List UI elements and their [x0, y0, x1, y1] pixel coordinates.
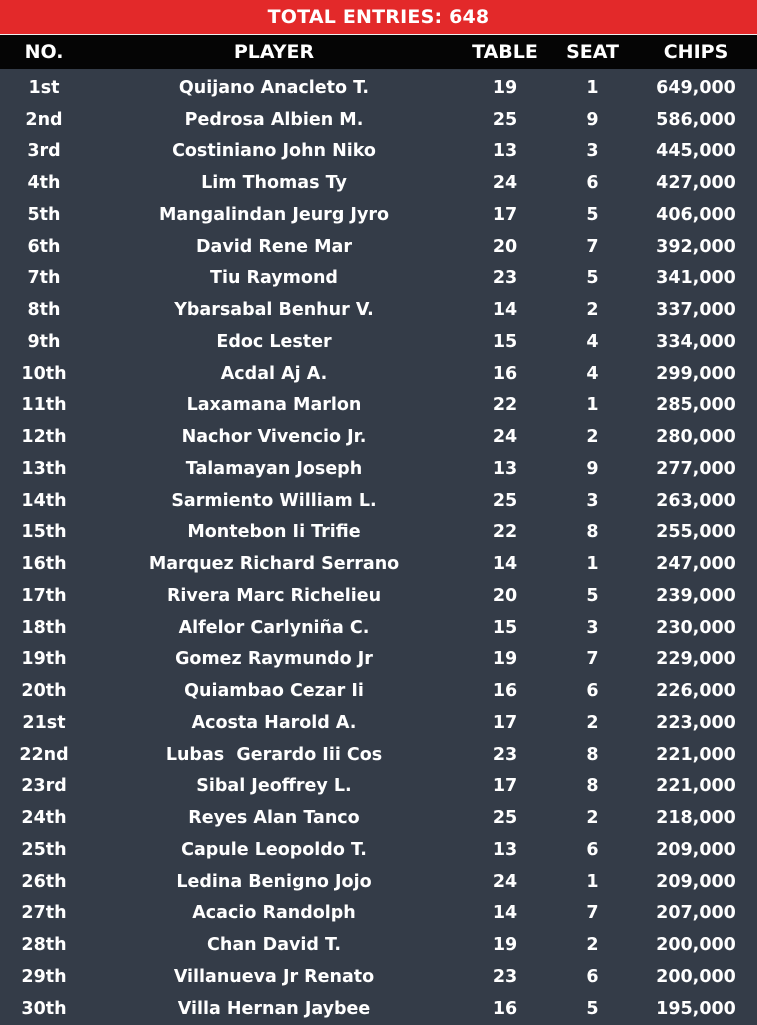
total-entries-banner: [0, 0, 757, 35]
table-row: [0, 199, 757, 231]
seat-number-cell: 7: [586, 649, 599, 670]
player-name-cell: Rivera Marc Richelieu: [166, 585, 382, 606]
rank-cell: 26th: [21, 871, 67, 892]
seat-number-cell: 7: [586, 903, 599, 924]
player-name-cell: Sarmiento William L.: [171, 490, 377, 511]
seat-number-cell: 3: [586, 617, 599, 638]
table-row: [0, 231, 757, 263]
table-number-cell: 17: [492, 712, 518, 733]
table-row: [0, 961, 757, 993]
player-name-cell: Lubas Gerardo Iii Cos: [165, 744, 383, 765]
column-header-table: TABLE: [472, 41, 538, 63]
table-number-cell: 22: [492, 395, 518, 416]
rank-cell: 11th: [21, 395, 67, 416]
seat-number-cell: 4: [586, 363, 599, 384]
table-row: [0, 358, 757, 390]
seat-number-cell: 1: [586, 77, 599, 98]
rank-cell: 27th: [21, 903, 67, 924]
seat-number-cell: 5: [586, 204, 599, 225]
player-name-cell: Alfelor Carlyniña C.: [178, 617, 370, 638]
chip-count-cell: 230,000: [656, 617, 736, 638]
seat-number-cell: 6: [586, 966, 599, 987]
table-row: [0, 548, 757, 580]
rank-cell: 17th: [21, 585, 67, 606]
table-number-cell: 16: [492, 363, 518, 384]
rank-cell: 1st: [28, 77, 60, 98]
player-name-cell: Laxamana Marlon: [186, 395, 362, 416]
player-name-cell: Acacio Randolph: [192, 903, 356, 924]
chip-count-cell: 218,000: [656, 808, 736, 829]
rank-cell: 20th: [21, 681, 67, 702]
table-number-cell: 14: [492, 300, 518, 321]
rank-cell: 19th: [21, 649, 67, 670]
chip-count-cell: 221,000: [656, 744, 736, 765]
rank-cell: 30th: [21, 998, 67, 1019]
chip-count-cell: 392,000: [656, 236, 736, 257]
player-name-cell: Reyes Alan Tanco: [188, 808, 360, 829]
table-row: [0, 866, 757, 898]
seat-number-cell: 1: [586, 871, 599, 892]
table-number-cell: 14: [492, 903, 518, 924]
seat-number-cell: 9: [586, 109, 599, 130]
column-header-no: NO.: [24, 41, 64, 63]
rank-cell: 12th: [21, 427, 67, 448]
table-number-cell: 23: [492, 268, 518, 289]
chip-count-cell: 406,000: [656, 204, 736, 225]
seat-number-cell: 4: [586, 331, 599, 352]
player-name-cell: Villa Hernan Jaybee: [177, 998, 371, 1019]
rank-cell: 15th: [21, 522, 67, 543]
chip-count-cell: 586,000: [656, 109, 736, 130]
table-row: [0, 294, 757, 326]
seat-number-cell: 5: [586, 268, 599, 289]
chip-count-cell: 280,000: [656, 427, 736, 448]
chip-count-cell: 334,000: [656, 331, 736, 352]
table-number-cell: 17: [492, 204, 518, 225]
chip-count-cell: 341,000: [656, 268, 736, 289]
table-number-cell: 20: [492, 236, 518, 257]
seat-number-cell: 3: [586, 141, 599, 162]
player-name-cell: Talamayan Joseph: [185, 458, 363, 479]
chip-count-cell: 221,000: [656, 776, 736, 797]
seat-number-cell: 8: [586, 744, 599, 765]
table-row: [0, 326, 757, 358]
rank-cell: 21st: [22, 712, 66, 733]
table-number-cell: 16: [492, 681, 518, 702]
player-name-cell: Montebon Ii Trifie: [187, 522, 361, 543]
player-name-cell: Acosta Harold A.: [191, 712, 357, 733]
chip-count-cell: 285,000: [656, 395, 736, 416]
chip-count-cell: 226,000: [656, 681, 736, 702]
table-row: [0, 263, 757, 295]
chip-count-cell: 337,000: [656, 300, 736, 321]
chip-count-cell: 263,000: [656, 490, 736, 511]
seat-number-cell: 6: [586, 173, 599, 194]
rank-cell: 4th: [27, 173, 61, 194]
table-number-cell: 23: [492, 966, 518, 987]
seat-number-cell: 9: [586, 458, 599, 479]
player-name-cell: Chan David T.: [207, 935, 341, 956]
chip-count-cell: 239,000: [656, 585, 736, 606]
rank-cell: 10th: [21, 363, 67, 384]
seat-number-cell: 5: [586, 998, 599, 1019]
player-name-cell: Capule Leopoldo T.: [181, 839, 367, 860]
table-row: [0, 390, 757, 422]
table-row: [0, 707, 757, 739]
seat-number-cell: 7: [586, 236, 599, 257]
chip-count-cell: 427,000: [656, 173, 736, 194]
column-header-seat: SEAT: [566, 41, 619, 63]
rank-cell: 18th: [21, 617, 67, 638]
table-row: [0, 802, 757, 834]
rank-cell: 29th: [21, 966, 67, 987]
rank-cell: 8th: [27, 300, 61, 321]
column-header-chips: CHIPS: [663, 41, 729, 63]
table-number-cell: 13: [492, 839, 518, 860]
seat-number-cell: 2: [586, 808, 599, 829]
total-entries-title: TOTAL ENTRIES: 648: [267, 6, 490, 28]
player-name-cell: Sibal Jeoffrey L.: [196, 776, 352, 797]
seat-number-cell: 2: [586, 935, 599, 956]
chip-count-cell: 277,000: [656, 458, 736, 479]
rank-cell: 16th: [21, 554, 67, 575]
player-name-cell: Quijano Anacleto T.: [178, 77, 370, 98]
player-name-cell: Lim Thomas Ty: [201, 173, 347, 194]
table-row: [0, 421, 757, 453]
player-name-cell: Marquez Richard Serrano: [148, 554, 400, 575]
seat-number-cell: 6: [586, 681, 599, 702]
rank-cell: 23rd: [21, 776, 67, 797]
chip-count-cell: 195,000: [656, 998, 736, 1019]
table-number-cell: 22: [492, 522, 518, 543]
table-row: [0, 612, 757, 644]
chip-count-cell: 247,000: [656, 554, 736, 575]
table-number-cell: 14: [492, 554, 518, 575]
table-row: [0, 517, 757, 549]
rank-cell: 6th: [27, 236, 61, 257]
seat-number-cell: 5: [586, 585, 599, 606]
table-row: [0, 929, 757, 961]
table-number-cell: 17: [492, 776, 518, 797]
table-number-cell: 24: [492, 173, 518, 194]
seat-number-cell: 2: [586, 712, 599, 733]
player-name-cell: Costiniano John Niko: [172, 141, 376, 162]
table-row: [0, 644, 757, 676]
table-row: [0, 675, 757, 707]
chip-count-cell: 200,000: [656, 966, 736, 987]
rank-cell: 24th: [21, 808, 67, 829]
table-number-cell: 15: [492, 331, 518, 352]
seat-number-cell: 8: [586, 776, 599, 797]
rank-cell: 5th: [27, 204, 61, 225]
rank-cell: 2nd: [25, 109, 63, 130]
player-name-cell: Pedrosa Albien M.: [184, 109, 364, 130]
table-number-cell: 19: [492, 649, 518, 670]
seat-number-cell: 2: [586, 427, 599, 448]
table-row: [0, 485, 757, 517]
table-number-cell: 24: [492, 871, 518, 892]
table-row: [0, 739, 757, 771]
table-number-cell: 19: [492, 77, 518, 98]
chip-count-cell: 649,000: [656, 77, 736, 98]
table-row: [0, 453, 757, 485]
table-row: [0, 834, 757, 866]
player-name-cell: Tiu Raymond: [210, 268, 338, 289]
seat-number-cell: 2: [586, 300, 599, 321]
table-row: [0, 771, 757, 803]
table-row: [0, 898, 757, 930]
table-row: [0, 72, 757, 104]
table-number-cell: 19: [492, 935, 518, 956]
rank-cell: 22nd: [19, 744, 69, 765]
chip-count-cell: 207,000: [656, 903, 736, 924]
seat-number-cell: 3: [586, 490, 599, 511]
chip-count-cell: 200,000: [656, 935, 736, 956]
rank-cell: 14th: [21, 490, 67, 511]
player-name-cell: David Rene Mar: [196, 236, 352, 257]
table-number-cell: 25: [492, 808, 518, 829]
table-header: [0, 35, 757, 69]
table-row: [0, 167, 757, 199]
table-row: [0, 993, 757, 1025]
table-number-cell: 24: [492, 427, 518, 448]
player-name-cell: Quiambao Cezar Ii: [184, 681, 364, 702]
table-row: [0, 136, 757, 168]
table-number-cell: 15: [492, 617, 518, 638]
column-header-player: PLAYER: [233, 41, 315, 63]
table-number-cell: 23: [492, 744, 518, 765]
rank-cell: 28th: [21, 935, 67, 956]
table-number-cell: 13: [492, 141, 518, 162]
seat-number-cell: 1: [586, 395, 599, 416]
rank-cell: 3rd: [27, 141, 61, 162]
rank-cell: 7th: [27, 268, 61, 289]
chip-count-cell: 209,000: [656, 839, 736, 860]
seat-number-cell: 6: [586, 839, 599, 860]
player-name-cell: Nachor Vivencio Jr.: [181, 427, 367, 448]
player-name-cell: Ledina Benigno Jojo: [176, 871, 372, 892]
table-number-cell: 25: [492, 490, 518, 511]
seat-number-cell: 1: [586, 554, 599, 575]
chip-count-cell: 209,000: [656, 871, 736, 892]
player-name-cell: Acdal Aj A.: [220, 363, 328, 384]
chip-count-cell: 445,000: [656, 141, 736, 162]
table-row: [0, 104, 757, 136]
player-name-cell: Gomez Raymundo Jr: [175, 649, 373, 670]
chip-count-cell: 299,000: [656, 363, 736, 384]
table-number-cell: 25: [492, 109, 518, 130]
rank-cell: 9th: [27, 331, 61, 352]
player-name-cell: Mangalindan Jeurg Jyro: [158, 204, 390, 225]
seat-number-cell: 8: [586, 522, 599, 543]
chip-count-cell: 255,000: [656, 522, 736, 543]
table-number-cell: 16: [492, 998, 518, 1019]
chip-count-cell: 229,000: [656, 649, 736, 670]
chip-count-list: [0, 69, 757, 1025]
player-name-cell: Ybarsabal Benhur V.: [174, 300, 374, 321]
player-name-cell: Edoc Lester: [216, 331, 332, 352]
table-row: [0, 580, 757, 612]
rank-cell: 25th: [21, 839, 67, 860]
table-number-cell: 13: [492, 458, 518, 479]
rank-cell: 13th: [21, 458, 67, 479]
player-name-cell: Villanueva Jr Renato: [173, 966, 375, 987]
table-number-cell: 20: [492, 585, 518, 606]
chip-count-cell: 223,000: [656, 712, 736, 733]
